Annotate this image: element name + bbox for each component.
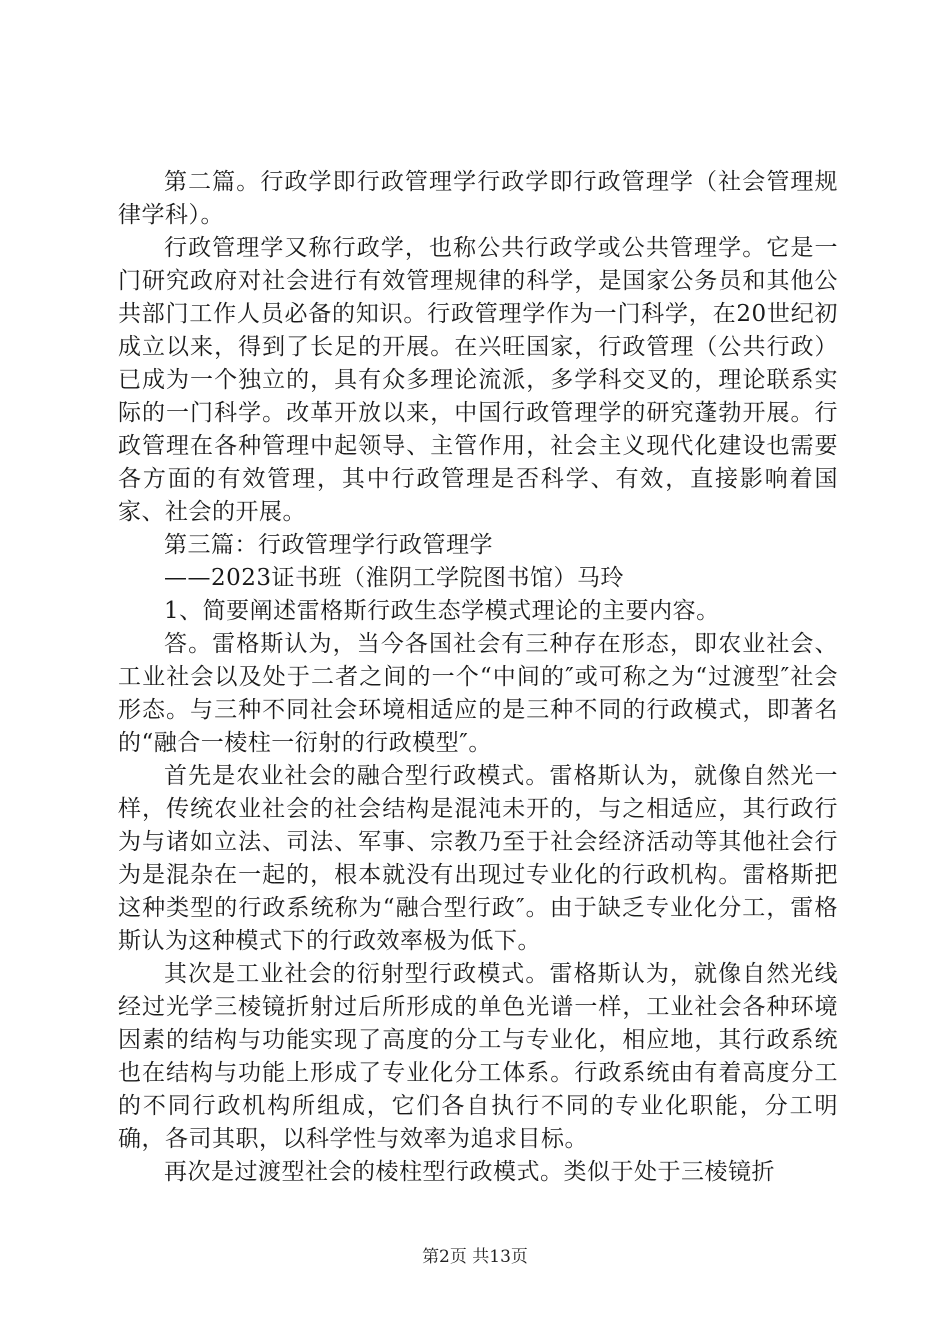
paragraph-prismatic-model: 再次是过渡型社会的棱柱型行政模式。类似于处于三棱镜折: [164, 1159, 775, 1185]
paragraph-diffracted-model: 其次是工业社会的衍射型行政模式。雷格斯认为，就像自然光线经过光学三棱镜折射过后所形成的单色光谱一样，工业社会各种环境因素的结构与功能实现了高度的分工与专业化，相应地，其行政系统也在结构与功能上形成了专业化分工体系。行政系统由有着高度分工的不同行政机构所组成，它们各自执行不同的专业化职能，分工明确，各司其职，以科学性与效率为追求目标。: [118, 961, 838, 1152]
paragraph-part-three-title: 第三篇：行政管理学行政管理学: [164, 532, 493, 558]
paragraph-answer-intro: 答。雷格斯认为，当今各国社会有三种存在形态，即农业社会、工业社会以及处于二者之间的一个“中间的″或可称之为“过渡型″社会形态。与三种不同社会环境相适应的是三种不同的行政模式，即著名的“融合一棱柱一衍射的行政模型″。: [118, 631, 838, 756]
document-body: [118, 166, 838, 1189]
paragraph-question-1: 1、简要阐述雷格斯行政生态学模式理论的主要内容。: [164, 598, 720, 624]
paragraph-author-line: ——2023证书班（淮阴工学院图书馆）马玲: [164, 565, 625, 591]
paragraph-part-two-title: 第二篇。行政学即行政管理学行政学即行政管理学（社会管理规律学科）。: [118, 169, 838, 228]
paragraph-definition: 行政管理学又称行政学，也称公共行政学或公共管理学。它是一门研究政府对社会进行有效管理规律的科学，是国家公务员和其他公共部门工作人员必备的知识。行政管理学作为一门科学，在20世纪初成立以来，得到了长足的开展。在兴旺国家，行政管理（公共行政）已成为一个独立的，具有众多理论流派，多学科交叉的，理论联系实际的一门科学。改革开放以来，中国行政管理学的研究蓬勃开展。行政管理在各种管理中起领导、主管作用，社会主义现代化建设也需要各方面的有效管理，其中行政管理是否科学、有效，直接影响着国家、社会的开展。: [118, 235, 838, 525]
page-number-footer: 第2页 共13页: [422, 1247, 528, 1267]
paragraph-fused-model: 首先是农业社会的融合型行政模式。雷格斯认为，就像自然光一样，传统农业社会的社会结构是混沌未开的，与之相适应，其行政行为与诸如立法、司法、军事、宗教乃至于社会经济活动等其他社会行为是混杂在一起的，根本就没有出现过专业化的行政机构。雷格斯把这种类型的行政系统称为“融合型行政″。由于缺乏专业化分工，雷格斯认为这种模式下的行政效率极为低下。: [118, 763, 838, 954]
